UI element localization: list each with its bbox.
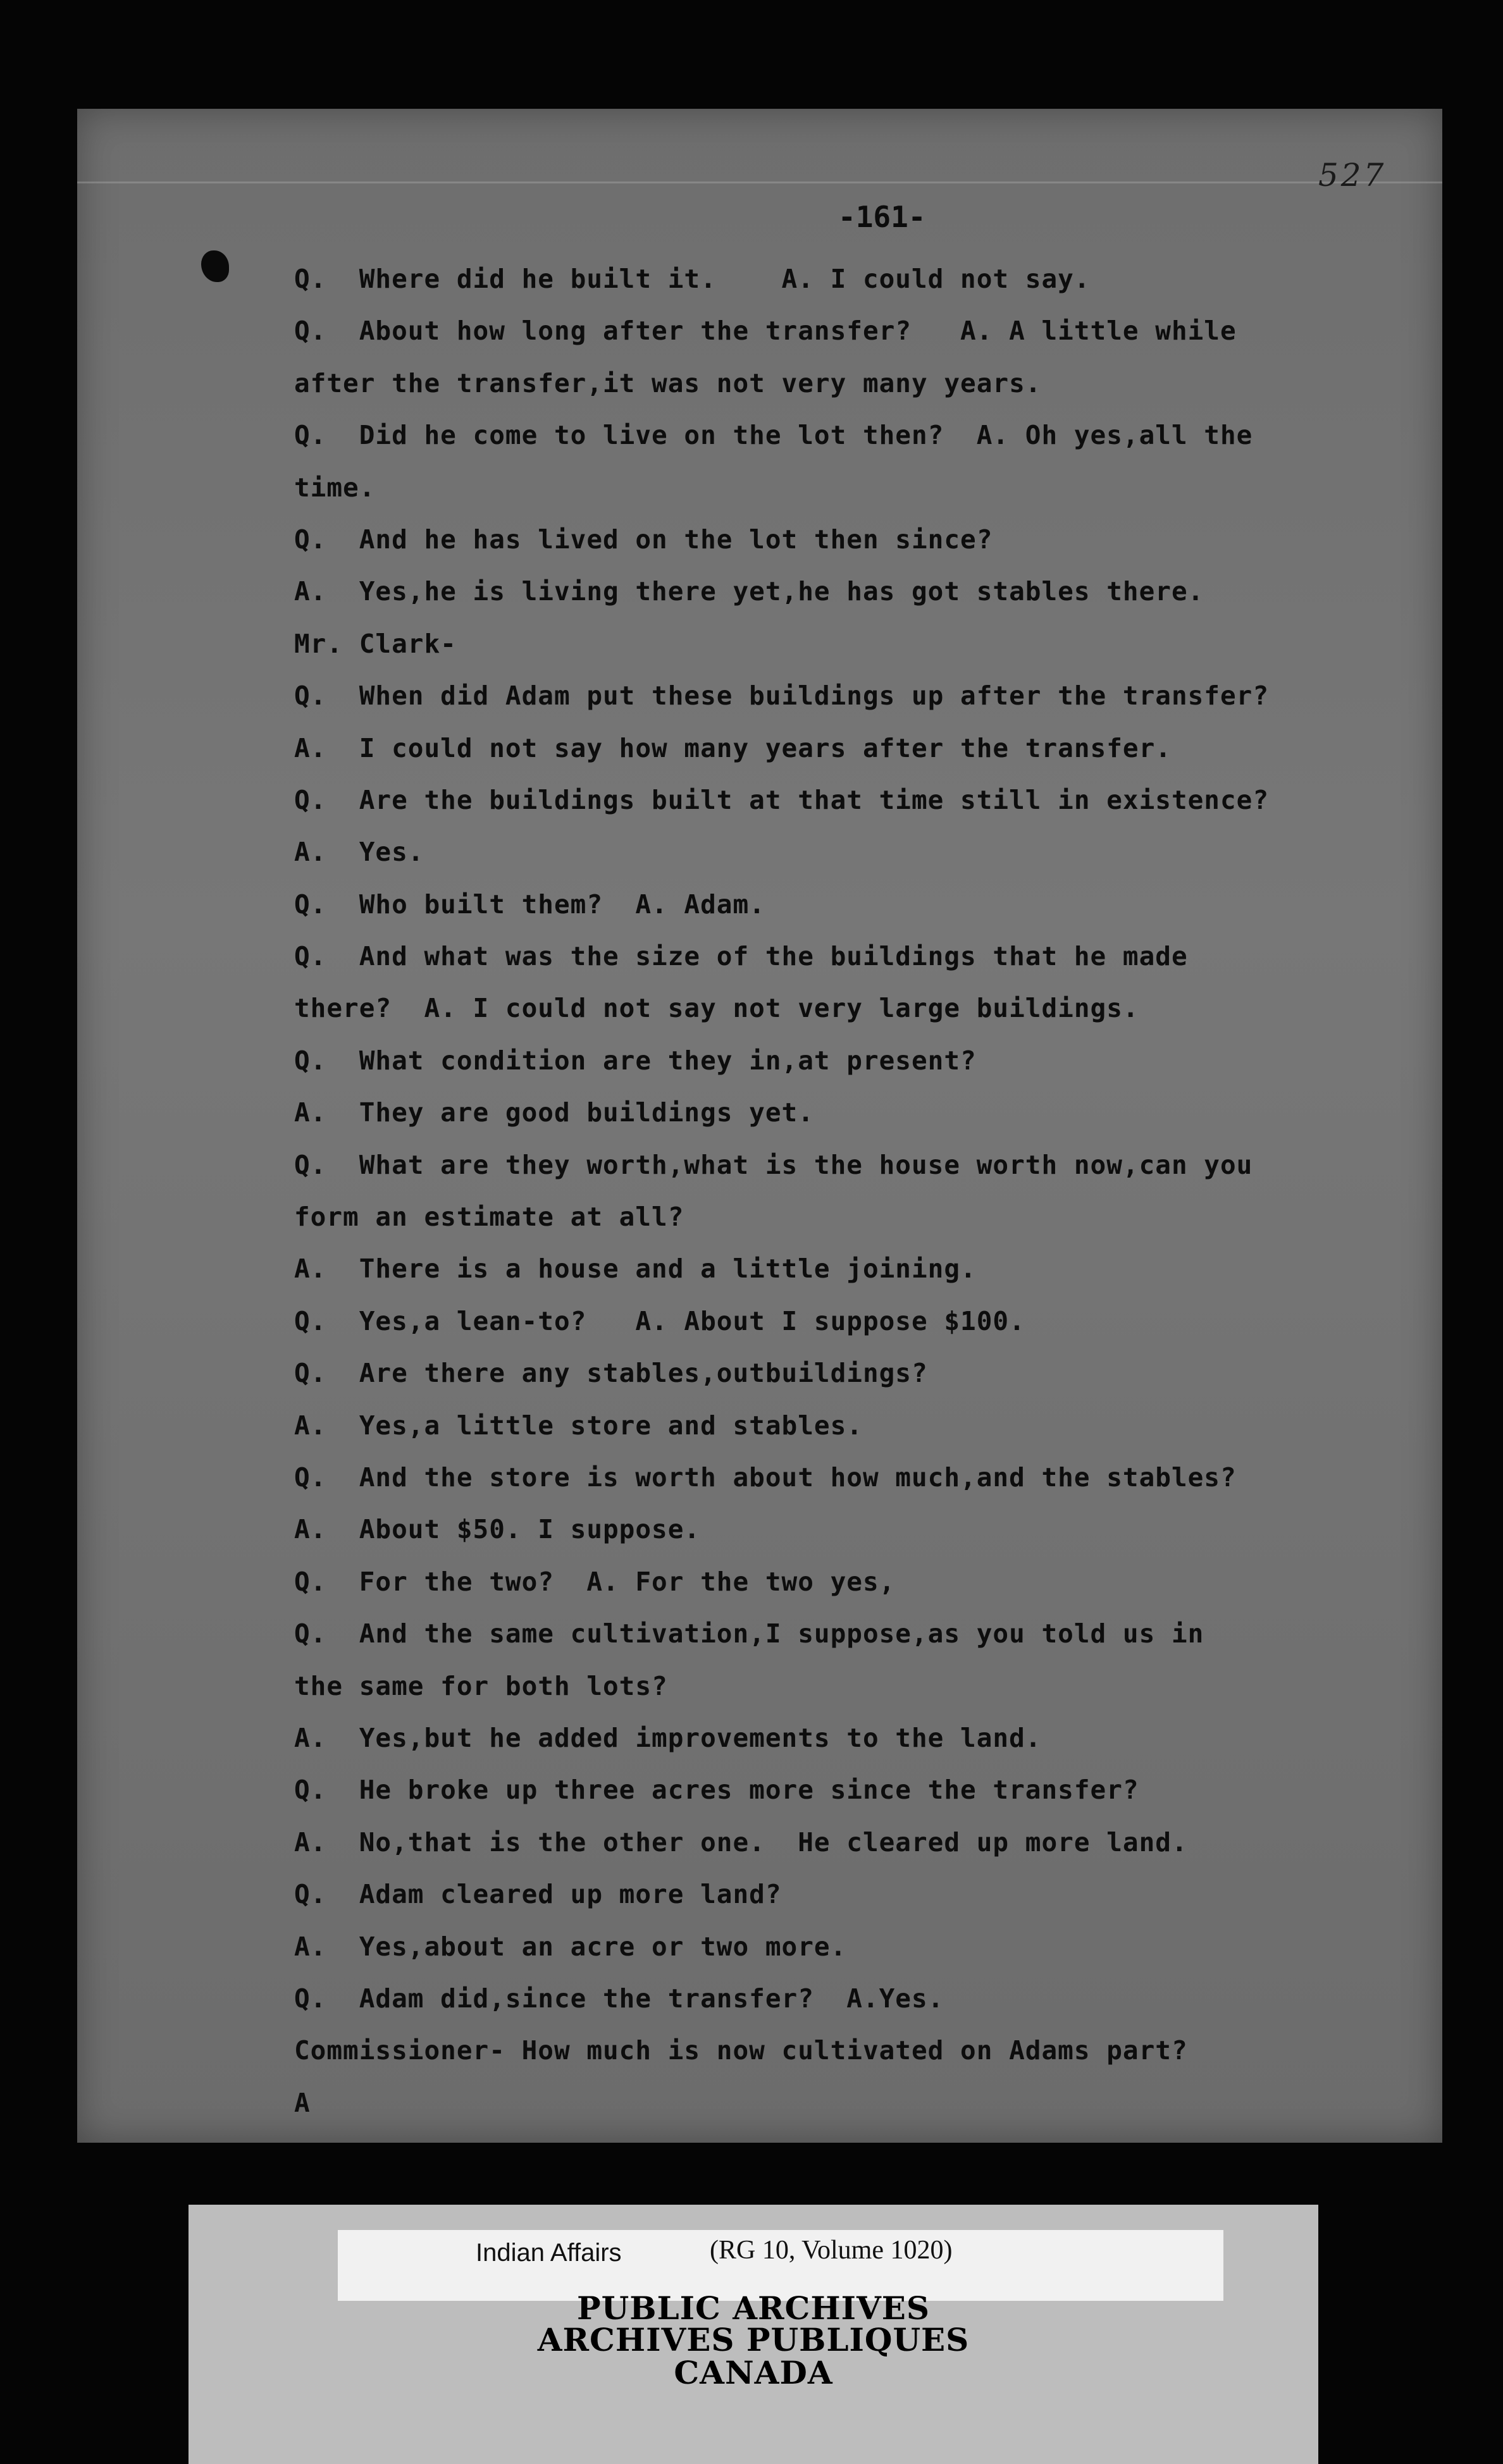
transcript-line: Q. Where did he built it. A. I could not say. [294,264,1091,294]
transcript-line: time. [294,472,376,503]
transcript-line: form an estimate at all? [294,1202,684,1233]
transcript-line: A. About $50. I suppose. [294,1514,701,1545]
transcript-line: A. Yes,but he added improvements to the land. [294,1722,1042,1753]
transcript-line: there? A. I could not say not very large buildings. [294,993,1139,1024]
transcript-line: Q. Are the buildings built at that time still in existence? [294,784,1270,815]
transcript-line: A [294,2087,311,2118]
transcript-line: A. Yes,he is living there yet,he has got stables there. [294,576,1204,607]
transcript-line: Q. And he has lived on the lot then since? [294,524,993,555]
transcript-line: Q. About how long after the transfer? A. A little while [294,316,1237,347]
transcript-body [294,253,1407,2129]
page-number: -161- [838,200,926,234]
archive-stamp-line-2: ARCHIVES PUBLIQUES [537,2321,970,2358]
transcript-line: Q. He broke up three acres more since the transfer? [294,1775,1139,1806]
transcript-line: Q. Yes,a lean-to? A. About I suppose $100. [294,1305,1025,1336]
transcript-line: Q. Adam did,since the transfer? A.Yes. [294,1983,944,2014]
transcript-line: the same for both lots? [294,1670,668,1701]
transcript-line: Q. For the two? A. For the two yes, [294,1566,896,1597]
transcript-line: Q. And the store is worth about how much,and the stables? [294,1462,1237,1493]
department-label: Indian Affairs [476,2239,622,2267]
transcript-line: Q. And what was the size of the buildings that he made [294,941,1188,972]
transcript-line: Q. Are there any stables,outbuildings? [294,1358,928,1389]
transcript-line: after the transfer,it was not very many years. [294,367,1042,398]
transcript-line: A. There is a house and a little joining. [294,1254,977,1284]
transcript-line: Q. What are they worth,what is the house worth now,can you [294,1149,1253,1180]
transcript-line: A. They are good buildings yet. [294,1097,814,1128]
transcript-line: Mr. Clark- [294,628,457,659]
transcript-line: Commissioner- How much is now cultivated on Adams part? [294,2035,1188,2066]
transcript-line: A. I could not say how many years after the transfer. [294,732,1172,763]
transcript-line: A. Yes,about an acre or two more. [294,1931,847,1962]
transcript-line: A. Yes. [294,837,424,868]
transcript-line: Q. Adam cleared up more land? [294,1879,782,1910]
archive-stamp-line-1: PUBLIC ARCHIVES [577,2289,930,2327]
transcript-line: Q. Who built them? A. Adam. [294,889,765,920]
transcript-line: Q. What condition are they in,at present? [294,1045,977,1076]
transcript-line: A. No,that is the other one. He cleared up more land. [294,1826,1188,1857]
transcript-line: A. Yes,a little store and stables. [294,1410,863,1441]
transcript-line: Q. And the same cultivation,I suppose,as you told us in [294,1618,1204,1649]
folio-number: 527 [1318,157,1387,194]
archive-label [189,2205,1318,2464]
archive-stamp-line-3: CANADA [674,2354,833,2391]
transcript-line: Q. Did he come to live on the lot then? A. Oh yes,all the [294,420,1253,451]
volume-label: (RG 10, Volume 1020) [710,2236,953,2265]
transcript-line: Q. When did Adam put these buildings up after the transfer? [294,681,1270,711]
